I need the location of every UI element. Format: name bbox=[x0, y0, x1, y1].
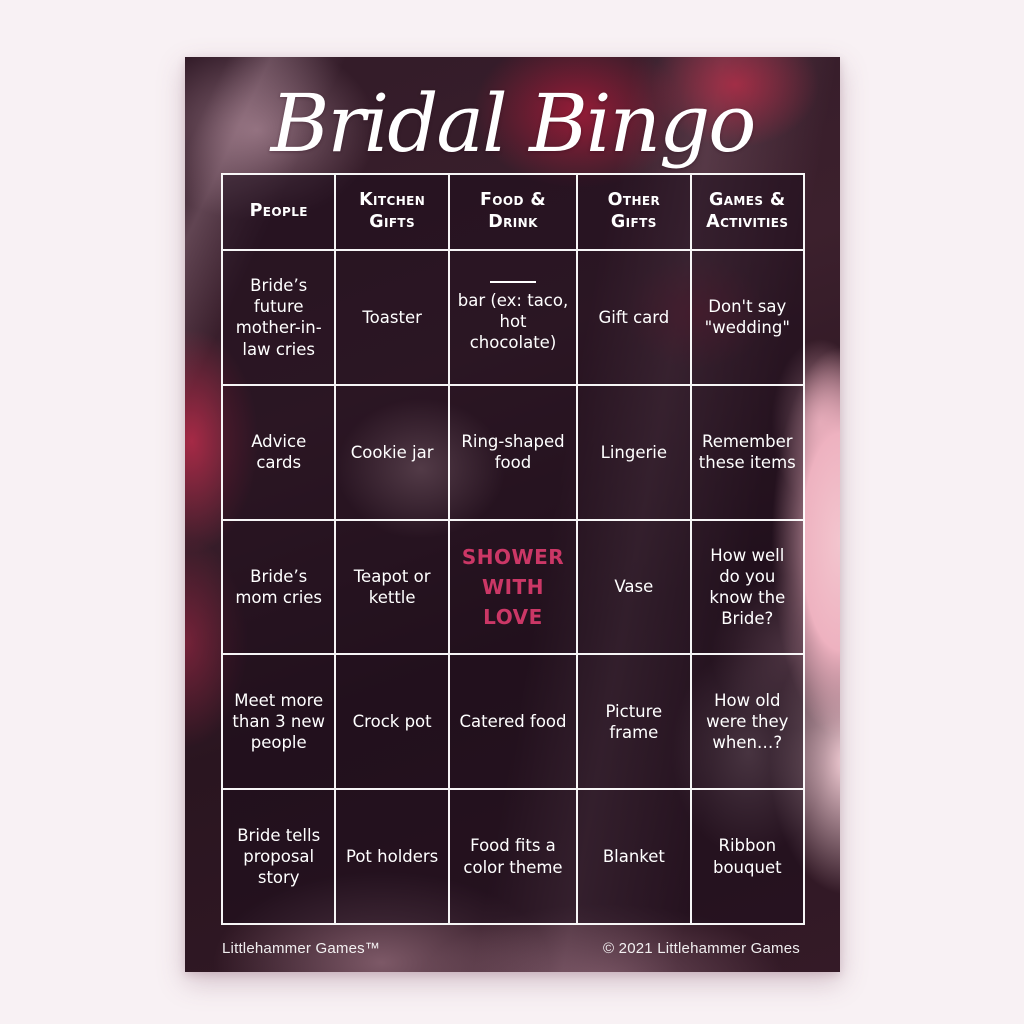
bingo-cell: Gift card bbox=[577, 250, 690, 385]
footer-copyright: © 2021 Littlehammer Games bbox=[603, 940, 800, 957]
bingo-cell: Bride tells proposal story bbox=[222, 789, 335, 924]
bingo-cell-text: bar (ex: taco, hot chocolate) bbox=[457, 291, 569, 353]
bingo-cell: Remember these items bbox=[691, 385, 804, 520]
column-header-people: People bbox=[222, 174, 335, 250]
bingo-cell: Don't say "wedding" bbox=[691, 250, 804, 385]
bingo-cell: Cookie jar bbox=[335, 385, 448, 520]
bingo-cell: Advice cards bbox=[222, 385, 335, 520]
column-header-kitchen-gifts: Kitchen Gifts bbox=[335, 174, 448, 250]
card-title: Bridal Bingo bbox=[270, 76, 755, 170]
bingo-cell: Bride’s future mother-in-law cries bbox=[222, 250, 335, 385]
bingo-cell: How well do you know the Bride? bbox=[691, 520, 804, 655]
bingo-cell: Blanket bbox=[577, 789, 690, 924]
bingo-cell: Meet more than 3 new people bbox=[222, 654, 335, 789]
free-space-cell: SHOWER WITH LOVE bbox=[449, 520, 577, 655]
column-header-games-activities: Games & Activities bbox=[691, 174, 804, 250]
bingo-cell: Catered food bbox=[449, 654, 577, 789]
bingo-cell bbox=[449, 250, 577, 385]
bingo-grid bbox=[221, 173, 805, 925]
column-header-food-drink: Food & Drink bbox=[449, 174, 577, 250]
card-footer bbox=[222, 940, 800, 957]
bingo-cell: How old were they when…? bbox=[691, 654, 804, 789]
bingo-cell: Pot holders bbox=[335, 789, 448, 924]
fill-in-blank-line bbox=[490, 281, 536, 283]
bingo-cell: Vase bbox=[577, 520, 690, 655]
bingo-cell: Teapot or kettle bbox=[335, 520, 448, 655]
footer-brand: Littlehammer Games™ bbox=[222, 940, 381, 957]
bingo-cell: Picture frame bbox=[577, 654, 690, 789]
bingo-card bbox=[185, 57, 840, 972]
bingo-cell: Food fits a color theme bbox=[449, 789, 577, 924]
bingo-cell: Lingerie bbox=[577, 385, 690, 520]
column-header-other-gifts: Other Gifts bbox=[577, 174, 690, 250]
bingo-cell: Bride’s mom cries bbox=[222, 520, 335, 655]
bingo-cell: Toaster bbox=[335, 250, 448, 385]
bingo-cell: Ring-shaped food bbox=[449, 385, 577, 520]
bingo-cell: Ribbon bouquet bbox=[691, 789, 804, 924]
bingo-cell: Crock pot bbox=[335, 654, 448, 789]
